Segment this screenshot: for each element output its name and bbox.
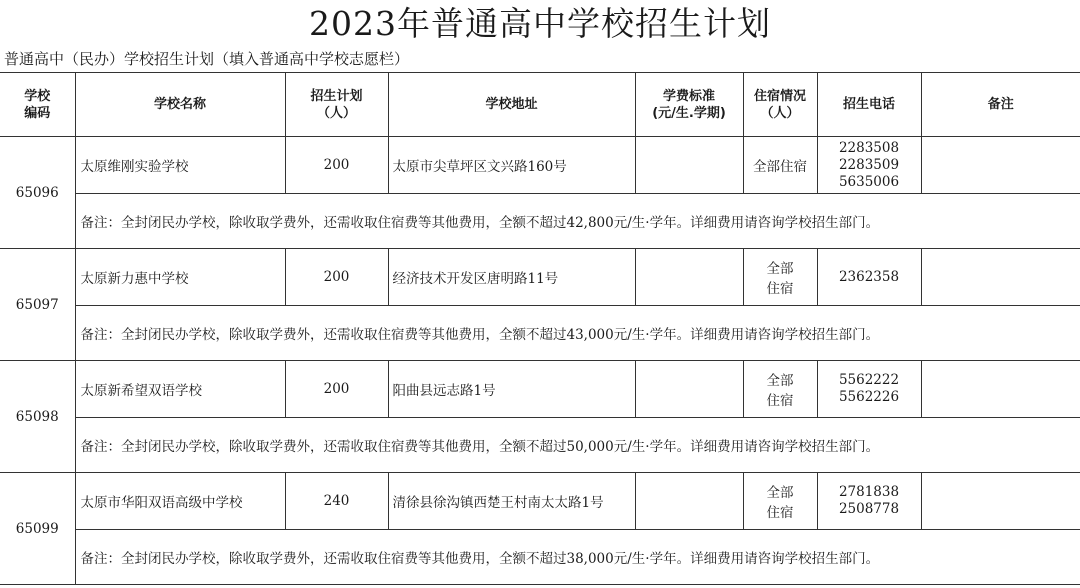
remark-cell [921,137,1080,194]
header-fee: 学费标准 (元/生.学期) [635,73,743,137]
remark-cell [921,249,1080,306]
school-code: 65099 [0,473,75,585]
school-info-row [0,249,1080,306]
enrollment-plan: 240 [285,473,388,530]
header-row [0,73,1080,137]
enrollment-plan: 200 [285,137,388,194]
school-address: 清徐县徐沟镇西楚王村南太太路1号 [388,473,635,530]
school-code: 65097 [0,249,75,361]
dorm-status: 全部住宿 [743,137,817,194]
enrollment-phone: 2362358 [817,249,921,306]
remark-cell [921,361,1080,418]
header-dorm: 住宿情况 （人） [743,73,817,137]
remark-cell [921,473,1080,530]
school-note-row [0,306,1080,361]
school-code: 65098 [0,361,75,473]
tuition-fee [635,473,743,530]
school-note-row [0,194,1080,249]
header-plan: 招生计划 （人） [285,73,388,137]
school-info-row [0,361,1080,418]
school-address: 经济技术开发区唐明路11号 [388,249,635,306]
dorm-status: 全部 住宿 [743,249,817,306]
school-info-row [0,137,1080,194]
tuition-fee [635,137,743,194]
page-title: 2023年普通高中学校招生计划 [309,4,771,43]
school-note-row [0,530,1080,585]
fee-note: 备注：全封闭民办学校，除收取学费外，还需收取住宿费等其他费用，全额不超过38,000元/生·学年。详细费用请咨询学校招生部门。 [75,530,1080,585]
school-info-row [0,473,1080,530]
enrollment-table [0,72,1080,585]
tuition-fee [635,361,743,418]
header-name: 学校名称 [75,73,285,137]
tuition-fee [635,249,743,306]
school-code: 65096 [0,137,75,249]
school-address: 太原市尖草坪区文兴路160号 [388,137,635,194]
school-name: 太原新希望双语学校 [75,361,285,418]
header-address: 学校地址 [388,73,635,137]
enrollment-phone: 5562222 5562226 [817,361,921,418]
dorm-status: 全部 住宿 [743,361,817,418]
table-subtitle: 普通高中（民办）学校招生计划（填入普通高中学校志愿栏） [4,50,410,68]
fee-note: 备注：全封闭民办学校，除收取学费外，还需收取住宿费等其他费用，全额不超过50,000元/生·学年。详细费用请咨询学校招生部门。 [75,418,1080,473]
header-remark: 备注 [921,73,1080,137]
school-name: 太原新力惠中学校 [75,249,285,306]
dorm-status: 全部 住宿 [743,473,817,530]
school-name: 太原市华阳双语高级中学校 [75,473,285,530]
header-phone: 招生电话 [817,73,921,137]
header-code: 学校 编码 [0,73,75,137]
enrollment-phone: 2781838 2508778 [817,473,921,530]
enrollment-phone: 2283508 2283509 5635006 [817,137,921,194]
fee-note: 备注：全封闭民办学校，除收取学费外，还需收取住宿费等其他费用，全额不超过42,800元/生·学年。详细费用请咨询学校招生部门。 [75,194,1080,249]
enrollment-plan: 200 [285,361,388,418]
school-address: 阳曲县远志路1号 [388,361,635,418]
school-name: 太原维刚实验学校 [75,137,285,194]
fee-note: 备注：全封闭民办学校，除收取学费外，还需收取住宿费等其他费用，全额不超过43,000元/生·学年。详细费用请咨询学校招生部门。 [75,306,1080,361]
school-note-row [0,418,1080,473]
enrollment-plan: 200 [285,249,388,306]
